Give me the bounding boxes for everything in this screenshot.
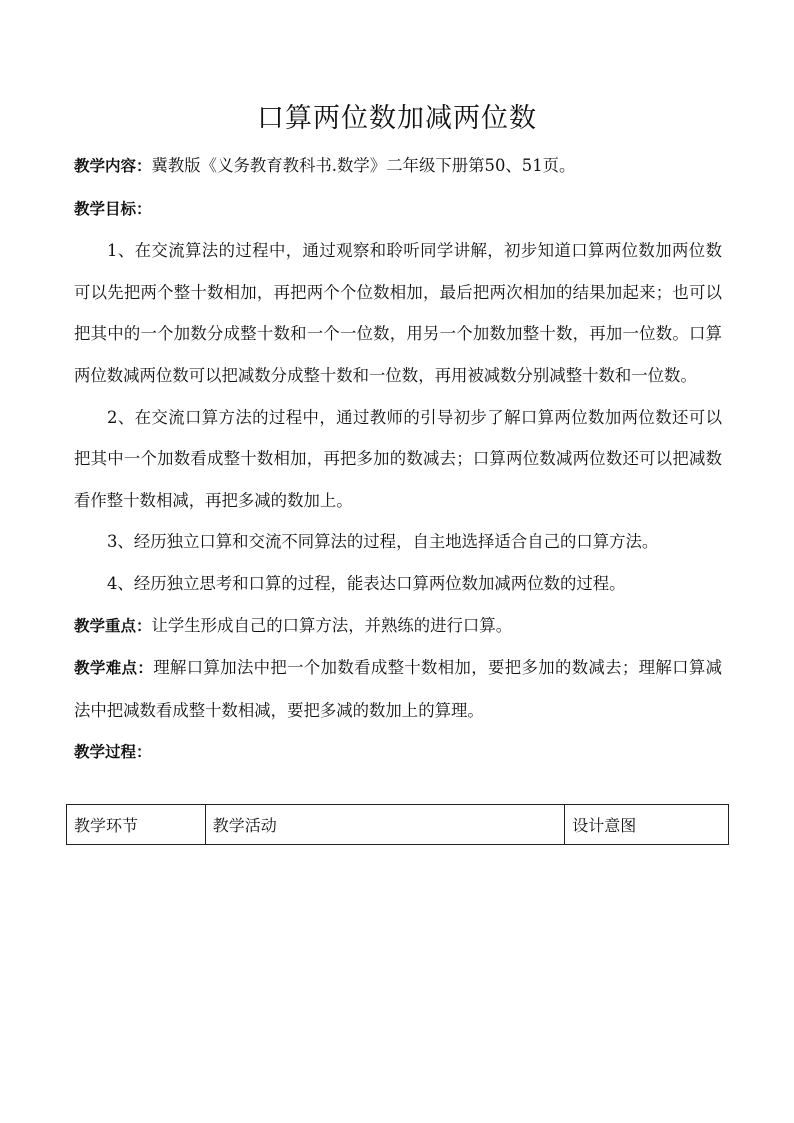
key-point-label: 教学重点： [74,616,152,635]
teaching-goals-label: 教学目标： [74,199,152,218]
column-header-activity: 教学活动 [205,805,564,845]
goal-item-3: 3、经历独立口算和交流不同算法的过程，自主地选择适合自己的口算方法。 [107,532,659,552]
key-point-line [74,605,722,648]
difficulty-label: 教学难点： [74,659,154,678]
key-point-text: 让学生形成自己的口算方法，并熟练的进行口算。 [151,615,513,635]
document-body [74,145,722,774]
goal-item-4: 4、经历独立思考和口算的过程，能表达口算两位数加减两位数的过程。 [107,573,626,593]
teaching-process-label: 教学过程： [74,743,152,762]
table-header-row [67,805,729,845]
column-header-stage: 教学环节 [67,805,206,845]
column-header-intent: 设计意图 [565,805,729,845]
teaching-content-label: 教学内容： [74,157,152,175]
teaching-goals-heading [74,188,722,231]
teaching-content-text: 冀教版《义务教育教科书.数学》二年级下册第50、51页。 [151,156,576,175]
difficulty-text: 理解口算加法中把一个加数看成整十数相加，要把多加的数减去；理解口算减法中把减数看成整十数相减，要把多减的数加上的算理。 [74,658,722,720]
page-title: 口算两位数加减两位数 [257,103,537,134]
teaching-content-line [74,145,722,188]
goal-item-1: 1、在交流算法的过程中，通过观察和聆听同学讲解，初步知道口算两位数加两位数可以先把两个整十数相加，再把两个个位数相加，最后把两次相加的结果加起来；也可以把其中的一个加数分成整十数和一个一位数，用另一个加数加整十数，再加一位数。口算两位数减两位数可以把减数分成整十数和一位数，再用被减数分别减整十数和一位数。 [74,241,722,385]
goal-item-2: 2、在交流口算方法的过程中，通过教师的引导初步了解口算两位数加两位数还可以把其中一个加数看成整十数相加，再把多加的数减去；口算两位数减两位数还可以把减数看作整十数相减，再把多减的数加上。 [74,407,722,510]
teaching-process-table [66,804,729,845]
difficulty-line [74,647,722,731]
teaching-process-heading [74,731,722,774]
